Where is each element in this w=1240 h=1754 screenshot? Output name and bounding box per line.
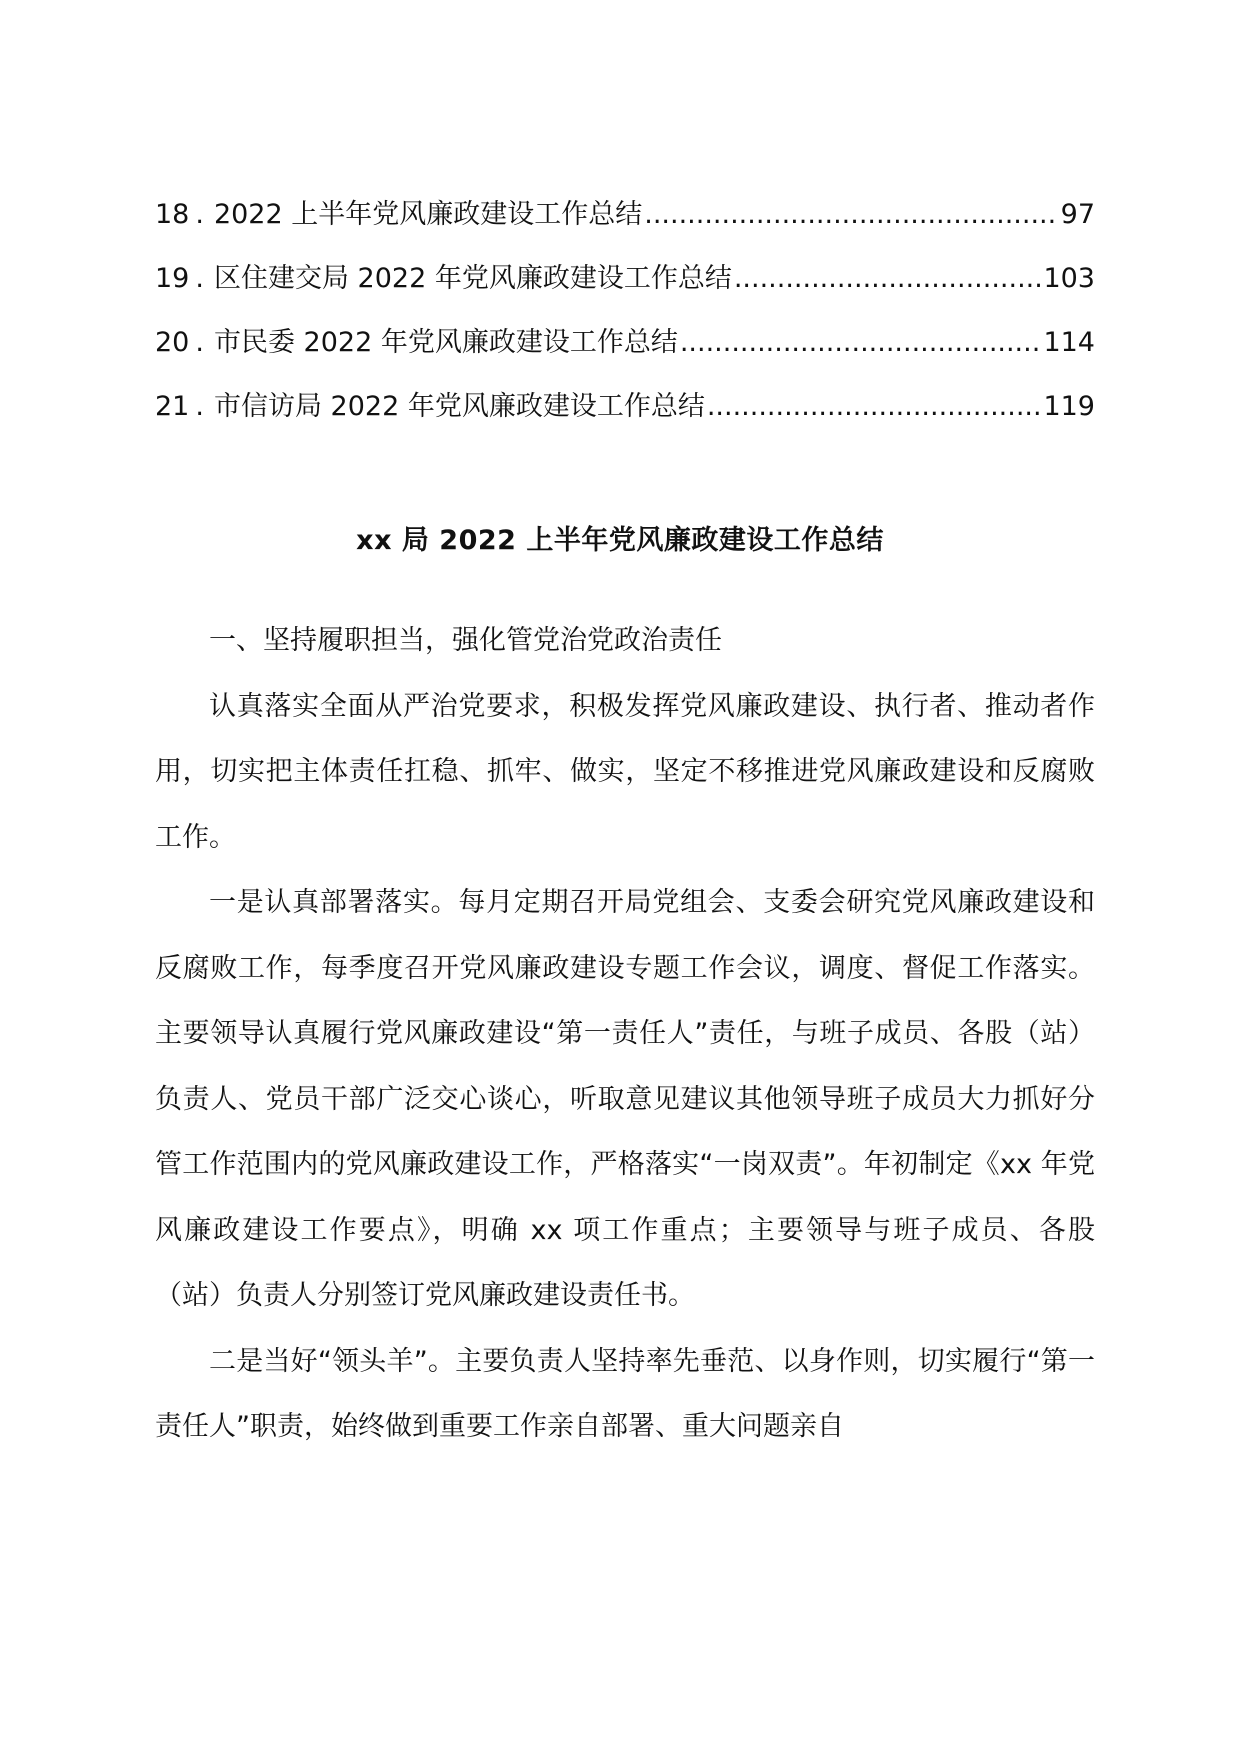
toc-leader-dots — [734, 263, 1042, 294]
toc-entry[interactable] — [155, 320, 1095, 384]
table-of-contents — [155, 192, 1095, 448]
toc-entry[interactable] — [155, 384, 1095, 448]
document-title: xx 局 2022 上半年党风廉政建设工作总结 — [356, 525, 884, 556]
toc-entry-separator: . — [195, 199, 204, 230]
toc-entry-number: 18 — [155, 199, 190, 230]
paragraph: 一是认真部署落实。每月定期召开局党组会、支委会研究党风廉政建设和反腐败工作，每季度召开党风廉政建设专题工作会议，调度、督促工作落实。主要领导认真履行党风廉政建设“第一责任人”责任，与班子成员、各股（站）负责人、党员干部广泛交心谈心，听取意见建议其他领导班子成员大力抓好分管工作范围内的党风廉政建设工作，严格落实“一岗双责”。年初制定《xx 年党风廉政建设工作要点》，明确 xx 项工作重点；主要领导与班子成员、各股（站）负责人分别签订党风廉政建设责任书。 — [155, 887, 1095, 1311]
paragraph: 认真落实全面从严治党要求，积极发挥党风廉政建设、执行者、推动者作用，切实把主体责任扛稳、抓牢、做实，坚定不移推进党风廉政建设和反腐败工作。 — [155, 690, 1095, 853]
toc-leader-dots — [644, 199, 1058, 230]
toc-entry-separator: . — [195, 263, 204, 294]
toc-entry[interactable] — [155, 256, 1095, 320]
toc-entry-number: 21 — [155, 391, 190, 422]
toc-entry-page: 97 — [1060, 199, 1095, 230]
toc-entry-separator: . — [195, 327, 204, 358]
document-body — [155, 608, 1095, 1460]
paragraph: 二是当好“领头羊”。主要负责人坚持率先垂范、以身作则，切实履行“第一责任人”职责，始终做到重要工作亲自部署、重大问题亲自 — [155, 1345, 1095, 1442]
toc-entry-separator: . — [195, 391, 204, 422]
toc-entry-title: 区住建交局 2022 年党风廉政建设工作总结 — [213, 263, 732, 294]
toc-entry-page: 103 — [1043, 263, 1095, 294]
toc-entry-number: 20 — [155, 327, 190, 358]
toc-entry-title: 2022 上半年党风廉政建设工作总结 — [213, 199, 643, 230]
toc-leader-dots — [707, 391, 1042, 422]
toc-entry-number: 19 — [155, 263, 190, 294]
toc-entry-title: 市信访局 2022 年党风廉政建设工作总结 — [213, 391, 705, 422]
toc-leader-dots — [680, 327, 1042, 358]
toc-entry-title: 市民委 2022 年党风廉政建设工作总结 — [213, 327, 678, 358]
section-heading: 一、坚持履职担当，强化管党治党政治责任 — [209, 625, 722, 656]
toc-entry-page: 114 — [1043, 327, 1095, 358]
toc-entry-page: 119 — [1043, 391, 1095, 422]
toc-entry[interactable] — [155, 192, 1095, 256]
